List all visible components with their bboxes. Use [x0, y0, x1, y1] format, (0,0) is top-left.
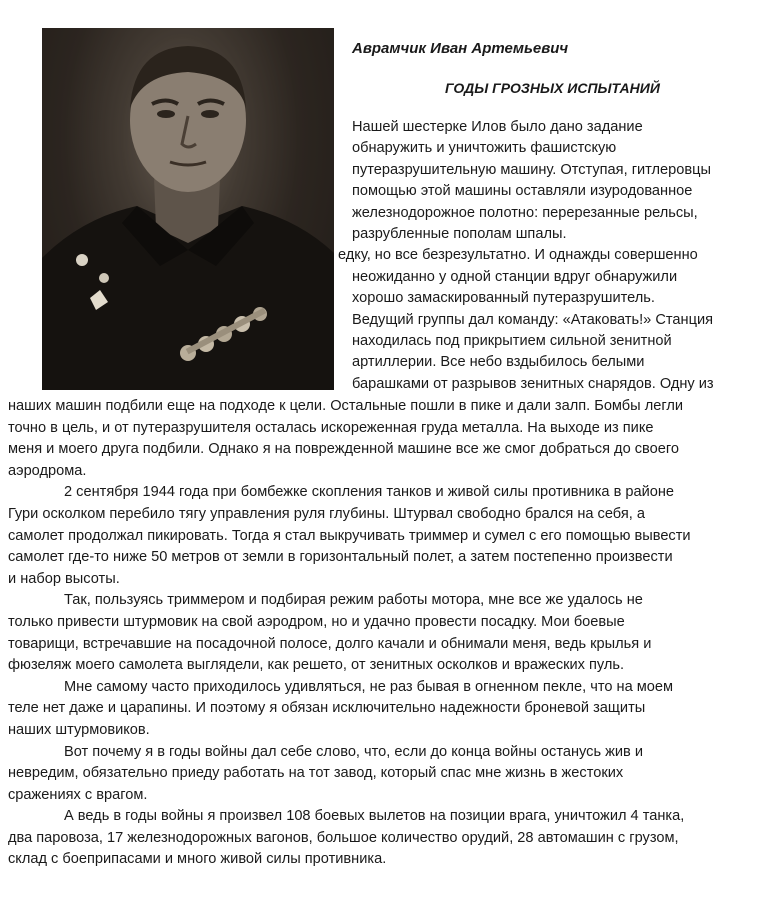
- text-line: находилась под прикрытием сильной зенитной: [352, 333, 672, 350]
- paragraph: [8, 482, 760, 590]
- text-line: Ведущий группы дал команду: «Атаковать!» Станция: [352, 311, 714, 328]
- text-line: путеразрушительную машину. Отступая, гитлеровцы: [352, 161, 711, 178]
- paragraph: [8, 590, 760, 676]
- text-line: сражениях с врагом.: [8, 786, 148, 803]
- paragraph: [8, 677, 760, 742]
- text-line: едку, но все безрезультатно. И однажды совершенно: [338, 247, 698, 264]
- text-line: только привести штурмовик на свой аэродром, но и удачно провести посадку. Мои боевые: [8, 613, 625, 630]
- text-line: точно в цель, и от путеразрушителя осталась искореженная груда металла. На выходе из пике: [8, 419, 654, 436]
- text-line: Так, пользуясь триммером и подбирая режим работы мотора, мне все же удалось не: [64, 592, 643, 609]
- text-line: наших машин подбили еще на подходе к цели. Остальные пошли в пике и дали залп. Бомбы легли: [8, 398, 684, 414]
- text-line: барашками от разрывов зенитных снарядов. Одну из: [352, 375, 714, 392]
- intro-text-block: [338, 117, 762, 395]
- text-line: два паровоза, 17 железнодорожных вагонов, большое количество орудий, 28 автомашин с грузом,: [8, 829, 679, 846]
- text-line: и набор высоты.: [8, 570, 120, 587]
- text-line: товарищи, встречавшие на посадочной полосе, долго качали и обнимали меня, ведь крылья и: [8, 635, 652, 652]
- portrait-illustration: [42, 28, 334, 390]
- text-line: железнодорожное полотно: перерезанные рельсы,: [352, 204, 698, 221]
- text-line: Вот почему я в годы войны дал себе слово, что, если до конца войны останусь жив и: [64, 743, 643, 760]
- text-line: невредим, обязательно приеду работать на тот завод, который спас мне жизнь в жестоких: [8, 765, 624, 782]
- text-line: аэродрома.: [8, 462, 87, 479]
- document-title: ГОДЫ ГРОЗНЫХ ИСПЫТАНИЙ: [445, 80, 660, 96]
- text-line: неожиданно у одной станции вдруг обнаружили: [352, 268, 678, 285]
- text-line: самолет где-то ниже 50 метров от земли в горизонтальный полет, а затем постепенно произвести: [8, 549, 673, 566]
- paragraph: [8, 396, 760, 482]
- text-line: хорошо замаскированный путеразрушитель.: [352, 290, 655, 307]
- text-line: Нашей шестерке Илов было дано задание: [352, 119, 643, 135]
- text-line: обнаружить и уничтожить фашистскую: [352, 140, 617, 157]
- portrait-photo: [42, 28, 334, 390]
- paragraph: [8, 806, 760, 871]
- text-line: самолет продолжал пикировать. Тогда я стал выкручивать триммер и сумел с его помощью вывести: [8, 527, 691, 544]
- author-name: Аврамчик Иван Артемьевич: [352, 40, 569, 57]
- text-line: теле нет даже и царапины. И поэтому я обязан исключительно надежности броневой защиты: [8, 700, 646, 717]
- paragraph: [8, 742, 760, 807]
- text-line: разрубленные пополам шпалы.: [352, 226, 567, 243]
- text-line: фюзеляж моего самолета выглядели, как решето, от зенитных осколков и вражеских пуль.: [8, 657, 625, 674]
- text-line: помощью этой машины оставляли изуродованное: [352, 183, 693, 200]
- text-line: Мне самому часто приходилось удивляться, не раз бывая в огненном пекле, что на моем: [64, 678, 674, 695]
- text-line: артиллерии. Все небо вздыбилось белыми: [352, 354, 645, 371]
- text-line: склад с боеприпасами и много живой силы противника.: [8, 851, 387, 868]
- main-text-block: [8, 396, 760, 871]
- text-line: Гури осколком перебило тягу управления руля глубины. Штурвал свободно брался на себя, а: [8, 505, 645, 522]
- text-line: наших штурмовиков.: [8, 721, 150, 738]
- text-line: меня и моего друга подбили. Однако я на поврежденной машине все же смог добраться до своего: [8, 441, 679, 458]
- text-line: 2 сентября 1944 года при бомбежке скопления танков и живой силы противника в районе: [64, 484, 675, 501]
- text-line: А ведь в годы войны я произвел 108 боевых вылетов на позиции врага, уничтожил 4 танка,: [64, 808, 685, 825]
